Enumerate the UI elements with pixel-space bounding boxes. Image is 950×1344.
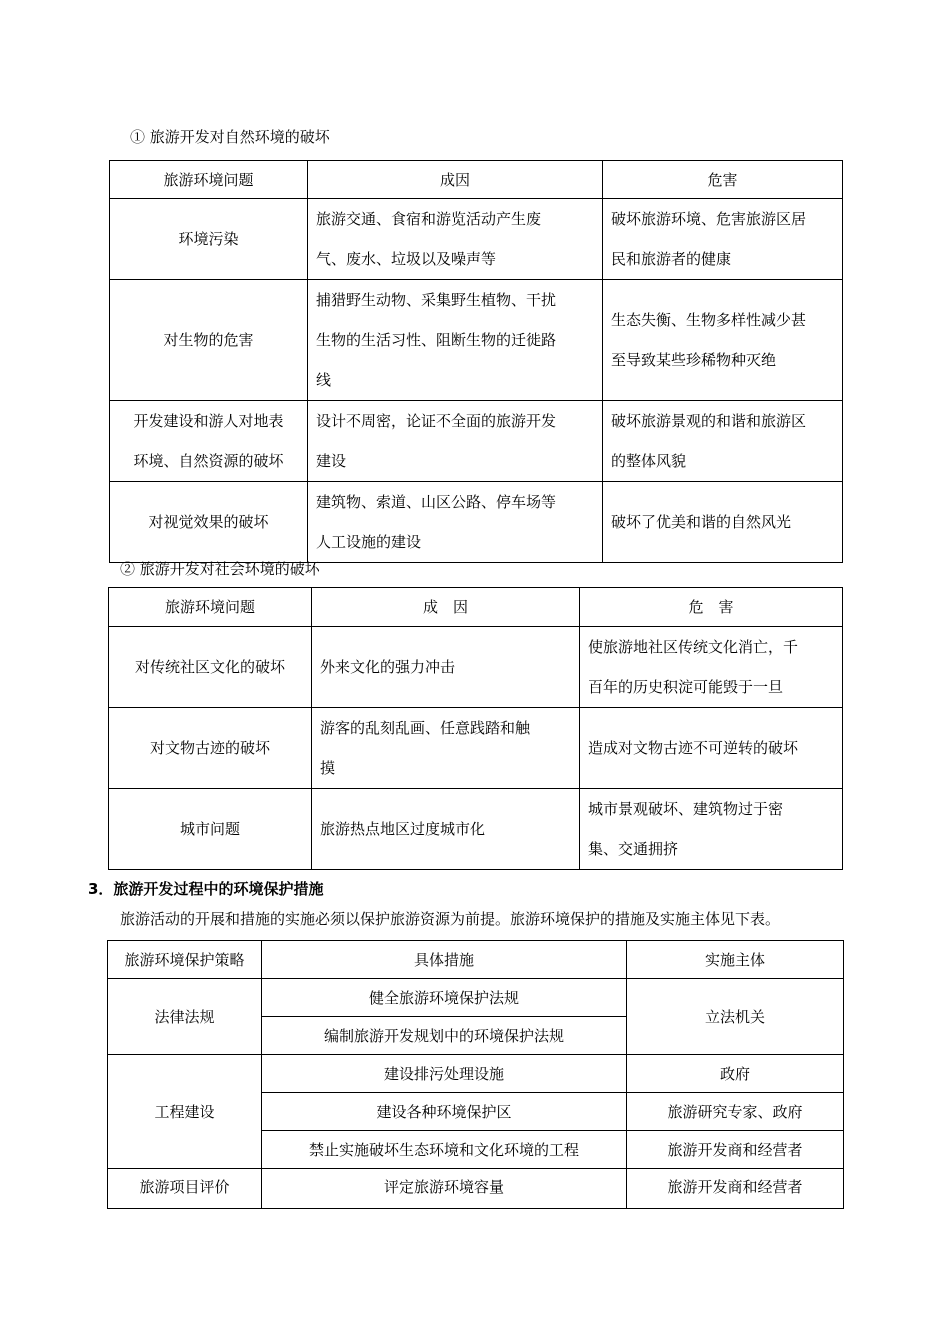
header-subject: 实施主体: [627, 941, 844, 979]
problem-cell: 对传统社区文化的破坏: [109, 627, 312, 708]
table-row: [108, 979, 844, 1017]
table-row: [110, 482, 843, 563]
harm-line: 集、交通拥挤: [588, 840, 679, 858]
harm-cell: [603, 199, 843, 280]
cause-cell: [308, 280, 603, 401]
table-row: [109, 627, 843, 708]
problem-cell: 对生物的危害: [110, 280, 308, 401]
header-harm: 危 害: [580, 588, 843, 627]
harm-line: 至导致某些珍稀物种灭绝: [611, 351, 777, 369]
cause-cell: [308, 482, 603, 563]
measure-cell: 健全旅游环境保护法规: [262, 979, 627, 1017]
cause-line: 建设: [316, 452, 347, 470]
section1-title: ① 旅游开发对自然环境的破坏: [130, 128, 330, 146]
header-measures: 具体措施: [262, 941, 627, 979]
problem-cell: 环境污染: [110, 199, 308, 280]
cause-line: 旅游交通、食宿和游览活动产生废: [316, 210, 542, 228]
problem-line: 开发建设和游人对地表: [133, 412, 284, 430]
header-harm: 危害: [603, 161, 843, 199]
subject-cell: 旅游开发商和经营者: [627, 1169, 844, 1209]
problem-cell: 对文物古迹的破坏: [109, 708, 312, 789]
table-row: [109, 708, 843, 789]
harm-line: 的整体风貌: [611, 452, 687, 470]
harm-cell: [603, 280, 843, 401]
table-row: [109, 789, 843, 870]
harm-line: 生态失衡、生物多样性减少甚: [611, 311, 807, 329]
cause-line: 建筑物、索道、山区公路、停车场等: [316, 493, 557, 511]
table-header-row: [110, 161, 843, 199]
measure-cell: 评定旅游环境容量: [262, 1169, 627, 1209]
harm-line: 使旅游地社区传统文化消亡，千: [588, 638, 799, 656]
section3-intro: 旅游活动的开展和措施的实施必须以保护旅游资源为前提。旅游环境保护的措施及实施主体见下表。: [120, 910, 781, 928]
harm-line: 破坏旅游环境、危害旅游区居: [611, 210, 807, 228]
header-cause: 成因: [308, 161, 603, 199]
cause-cell: [312, 708, 580, 789]
strategy-cell: 工程建设: [108, 1055, 262, 1169]
protection-measures-table: [107, 940, 844, 1209]
harm-cell: [580, 627, 843, 708]
cause-line: 人工设施的建设: [316, 533, 422, 551]
cause-line: 气、废水、垃圾以及噪声等: [316, 250, 497, 268]
measure-cell: 建设排污处理设施: [262, 1055, 627, 1093]
subject-cell: 政府: [627, 1055, 844, 1093]
header-problem: 旅游环境问题: [110, 161, 308, 199]
table-row: [110, 280, 843, 401]
header-problem: 旅游环境问题: [109, 588, 312, 627]
cause-line: 外来文化的强力冲击: [320, 658, 456, 676]
harm-cell: [603, 401, 843, 482]
problem-cell: [110, 401, 308, 482]
table-row: [110, 199, 843, 280]
cause-line: 生物的生活习性、阻断生物的迁徙路: [316, 331, 557, 349]
section3-heading: 3．旅游开发过程中的环境保护措施: [88, 880, 324, 898]
table-header-row: [108, 941, 844, 979]
table-row: [110, 401, 843, 482]
table-header-row: [109, 588, 843, 627]
harm-cell: [580, 708, 843, 789]
harm-line: 百年的历史积淀可能毁于一旦: [588, 678, 784, 696]
harm-line: 破坏了优美和谐的自然风光: [611, 513, 792, 531]
harm-line: 破坏旅游景观的和谐和旅游区: [611, 412, 807, 430]
cause-line: 旅游热点地区过度城市化: [320, 820, 486, 838]
measure-cell: 建设各种环境保护区: [262, 1093, 627, 1131]
header-cause: 成 因: [312, 588, 580, 627]
strategy-cell: 法律法规: [108, 979, 262, 1055]
cause-cell: [312, 627, 580, 708]
table-row: [108, 1169, 844, 1209]
table-row: [108, 1055, 844, 1093]
problem-cell: 城市问题: [109, 789, 312, 870]
cause-line: 游客的乱刻乱画、任意践踏和触: [320, 719, 531, 737]
cause-cell: [308, 199, 603, 280]
measure-cell: 禁止实施破坏生态环境和文化环境的工程: [262, 1131, 627, 1169]
cause-line: 摸: [320, 759, 336, 777]
cause-cell: [312, 789, 580, 870]
measure-cell: 编制旅游开发规划中的环境保护法规: [262, 1017, 627, 1055]
natural-damage-table: [109, 160, 843, 563]
harm-cell: [603, 482, 843, 563]
harm-line: 城市景观破坏、建筑物过于密: [588, 800, 784, 818]
subject-cell: 旅游研究专家、政府: [627, 1093, 844, 1131]
section2-title: ② 旅游开发对社会环境的破坏: [120, 560, 320, 578]
harm-line: 造成对文物古迹不可逆转的破坏: [588, 739, 799, 757]
strategy-cell: 旅游项目评价: [108, 1169, 262, 1209]
cause-line: 线: [316, 371, 332, 389]
subject-cell: 立法机关: [627, 979, 844, 1055]
cause-cell: [308, 401, 603, 482]
problem-line: 环境、自然资源的破坏: [133, 452, 284, 470]
social-damage-table: [108, 587, 843, 870]
cause-line: 捕猎野生动物、采集野生植物、干扰: [316, 291, 557, 309]
harm-line: 民和旅游者的健康: [611, 250, 732, 268]
problem-cell: 对视觉效果的破坏: [110, 482, 308, 563]
harm-cell: [580, 789, 843, 870]
header-strategy: 旅游环境保护策略: [108, 941, 262, 979]
cause-line: 设计不周密，论证不全面的旅游开发: [316, 412, 557, 430]
subject-cell: 旅游开发商和经营者: [627, 1131, 844, 1169]
